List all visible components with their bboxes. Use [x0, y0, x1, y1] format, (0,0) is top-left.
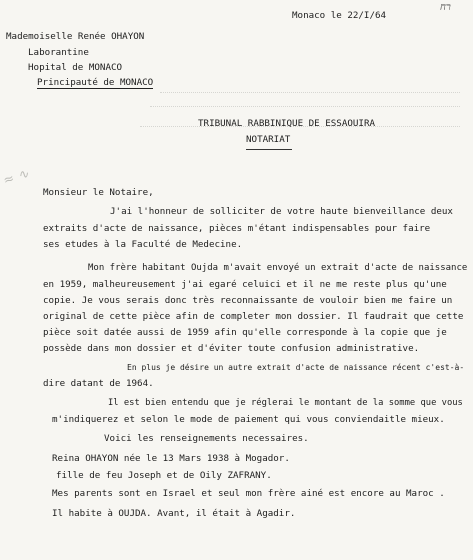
- body-line: m'indiquerez et selon le mode de paiement qui vous conviendaitle mieux.: [52, 414, 445, 425]
- sender-workplace: Hopital de MONACO: [28, 62, 123, 73]
- body-line: J'ai l'honneur de solliciter de votre haute bienveillance deux: [110, 206, 453, 217]
- info-line: fille de feu Joseph et de Oily ZAFRANY.: [56, 470, 272, 481]
- body-line: Il est bien entendu que je réglerai le montant de la somme que vous: [108, 398, 463, 408]
- addressee-underline: [246, 149, 292, 150]
- faded-stamp: ≈ ∿: [1, 166, 31, 189]
- letter-date: Monaco le 22/I/64: [292, 10, 387, 21]
- body-line: pièce soit datée aussi de 1959 afin qu'elle corresponde à la copie que je: [43, 327, 447, 338]
- bleed-through-line: [160, 92, 460, 93]
- sender-name: Mademoiselle Renée OHAYON: [6, 31, 145, 42]
- body-line: extraits d'acte de naissance, pièces m'étant indispensables pour faire: [43, 223, 431, 234]
- body-line: Mon frère habitant Oujda m'avait envoyé un extrait d'acte de naissance: [88, 263, 468, 273]
- bleed-through-line: [150, 106, 460, 107]
- body-line: copie. Je vous serais donc très reconnaissante de vouloir bien me faire un: [43, 295, 453, 306]
- salutation: Monsieur le Notaire,: [43, 187, 154, 198]
- body-line: possède dans mon dossier et d'éviter toute confusion administrative.: [43, 343, 420, 354]
- info-line: Reina OHAYON née le 13 Mars 1938 à Mogador.: [52, 453, 290, 464]
- body-line: ses etudes à la Faculté de Medecine.: [43, 239, 243, 250]
- corner-handwritten-mark: רח: [440, 2, 451, 13]
- info-line: Mes parents sont en Israel et seul mon frère ainé est encore au Maroc .: [52, 488, 445, 499]
- sender-occupation: Laborantine: [28, 47, 89, 58]
- sender-location: Principauté de MONACO: [37, 77, 154, 88]
- addressee-notariat: NOTARIAT: [246, 134, 291, 145]
- body-line: en 1959, malheureusement j'ai egaré celuici et il ne me reste plus qu'une: [43, 279, 447, 290]
- addressee-tribunal: TRIBUNAL RABBINIQUE DE ESSAOUIRA: [198, 118, 376, 129]
- body-line: dire datant de 1964.: [43, 378, 154, 389]
- body-line: Voici les renseignements necessaires.: [104, 433, 309, 444]
- info-line: Il habite à OUJDA. Avant, il était à Agadir.: [52, 508, 296, 519]
- body-line: original de cette pièce afin de completer mon dossier. Il faudrait que cette: [43, 311, 464, 322]
- body-line: En plus je désire un autre extrait d'acte de naissance récent c'est-à-: [127, 363, 465, 372]
